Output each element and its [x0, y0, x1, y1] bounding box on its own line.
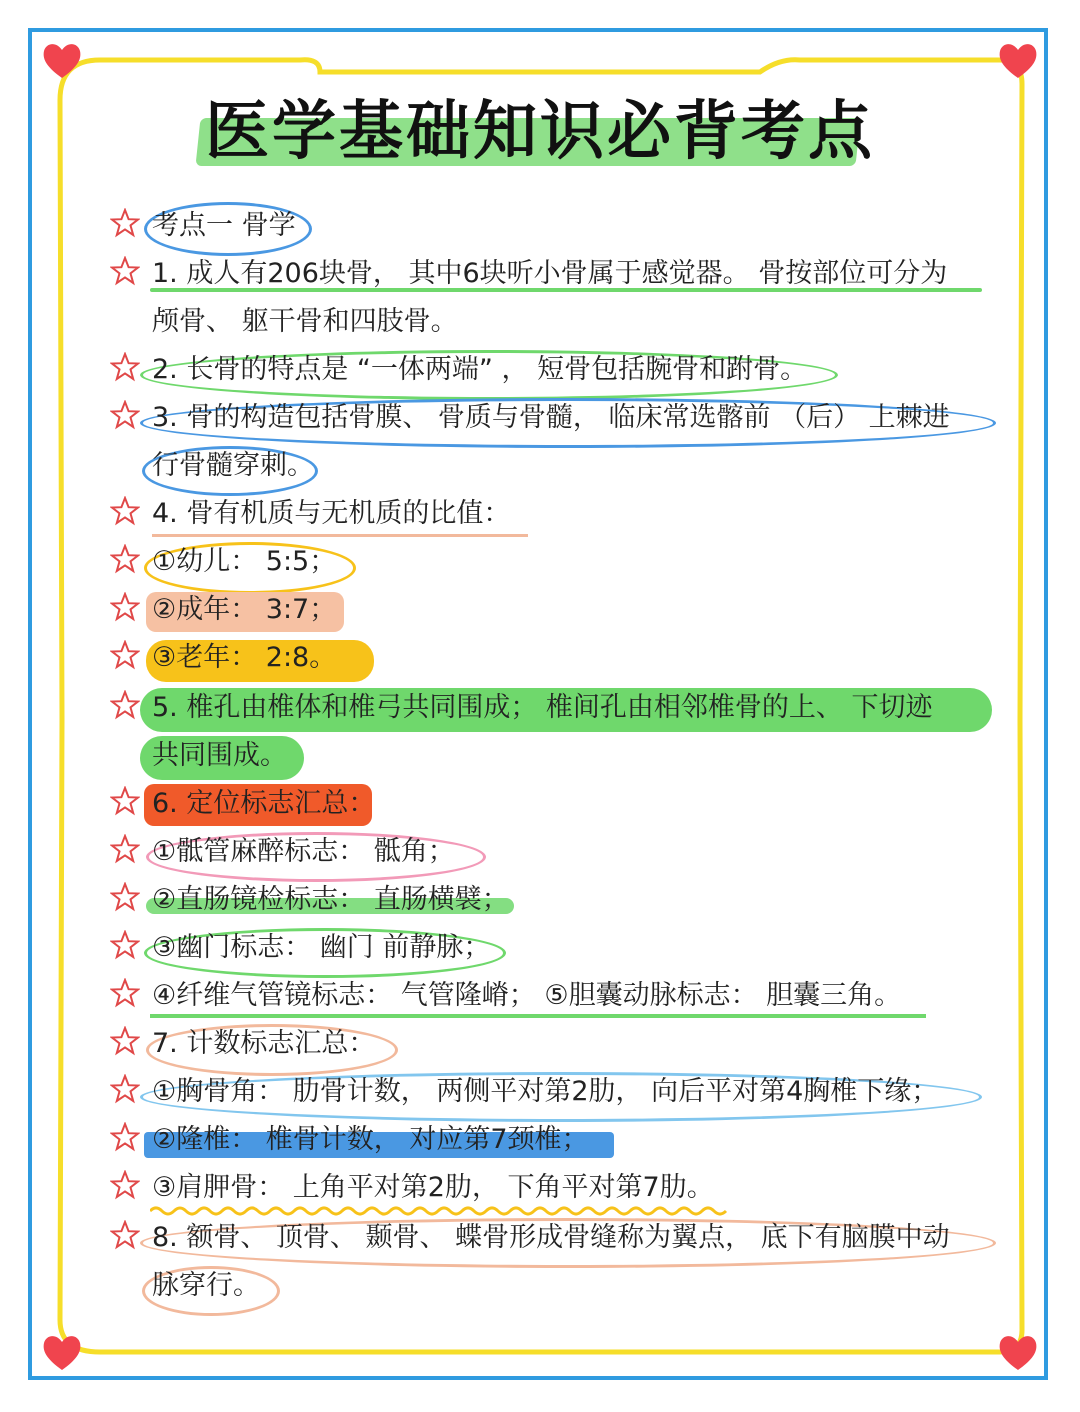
star-icon — [110, 1220, 140, 1250]
page-title: 医学基础知识必背考点 — [205, 95, 875, 169]
star-icon — [110, 1122, 140, 1152]
item-text: ④纤维气管镜标志： 气管隆嵴； ⑤胆囊动脉标志： 胆囊三角。 — [152, 980, 902, 1011]
star-icon — [110, 352, 140, 382]
item-continuation: 行骨髓穿刺。 — [152, 450, 314, 481]
star-icon — [110, 544, 140, 574]
heart-icon — [40, 1330, 84, 1374]
star-icon — [110, 640, 140, 670]
star-icon — [110, 930, 140, 960]
item-text: 3. 骨的构造包括骨膜、 骨质与骨髓， 临床常选髂前 （后） 上棘进 — [152, 402, 950, 433]
star-icon — [110, 1074, 140, 1104]
star-icon — [110, 978, 140, 1008]
item-text: ③老年： 2:8。 — [152, 642, 337, 673]
item-text: ①胸骨角： 肋骨计数， 两侧平对第2肋， 向后平对第4胸椎下缘； — [152, 1076, 939, 1107]
item-continuation: 颅骨、 躯干骨和四肢骨。 — [152, 306, 458, 337]
item-continuation: 共同围成。 — [152, 740, 287, 771]
item-continuation: 脉穿行。 — [152, 1270, 260, 1301]
item-text: 8. 额骨、 顶骨、 颞骨、 蝶骨形成骨缝称为翼点， 底下有脑膜中动 — [152, 1222, 950, 1253]
star-icon — [110, 690, 140, 720]
star-icon — [110, 256, 140, 286]
item-text: 5. 椎孔由椎体和椎弓共同围成； 椎间孔由相邻椎骨的上、 下切迹 — [152, 692, 933, 723]
star-icon — [110, 400, 140, 430]
star-icon — [110, 786, 140, 816]
heart-icon — [996, 38, 1040, 82]
item-text: 1. 成人有206块骨， 其中6块听小骨属于感觉器。 骨按部位可分为 — [152, 258, 948, 289]
star-icon — [110, 882, 140, 912]
item-text: ①骶管麻醉标志： 骶角； — [152, 836, 455, 867]
item-text: 2. 长骨的特点是 “一体两端” ， 短骨包括腕骨和跗骨。 — [152, 354, 808, 385]
item-text: ②成年： 3:7； — [152, 594, 337, 625]
item-text: 考点一 骨学 — [152, 210, 296, 241]
star-icon — [110, 592, 140, 622]
item-text: ②隆椎： 椎骨计数， 对应第7颈椎； — [152, 1124, 589, 1155]
heart-icon — [40, 38, 84, 82]
title-block — [0, 92, 1080, 172]
item-text: ①幼儿： 5:5； — [152, 546, 337, 577]
item-text: 6. 定位标志汇总： — [152, 788, 376, 819]
item-text: ③肩胛骨： 上角平对第2肋， 下角平对第7肋。 — [152, 1172, 714, 1203]
star-icon — [110, 1170, 140, 1200]
star-icon — [110, 208, 140, 238]
star-icon — [110, 1026, 140, 1056]
item-text: 7. 计数标志汇总： — [152, 1028, 376, 1059]
item-text: ③幽门标志： 幽门 前静脉； — [152, 932, 491, 963]
item-text: 4. 骨有机质与无机质的比值： — [152, 498, 511, 529]
heart-icon — [996, 1330, 1040, 1374]
star-icon — [110, 496, 140, 526]
star-icon — [110, 834, 140, 864]
item-text: ②直肠镜检标志： 直肠横襞； — [152, 884, 509, 915]
